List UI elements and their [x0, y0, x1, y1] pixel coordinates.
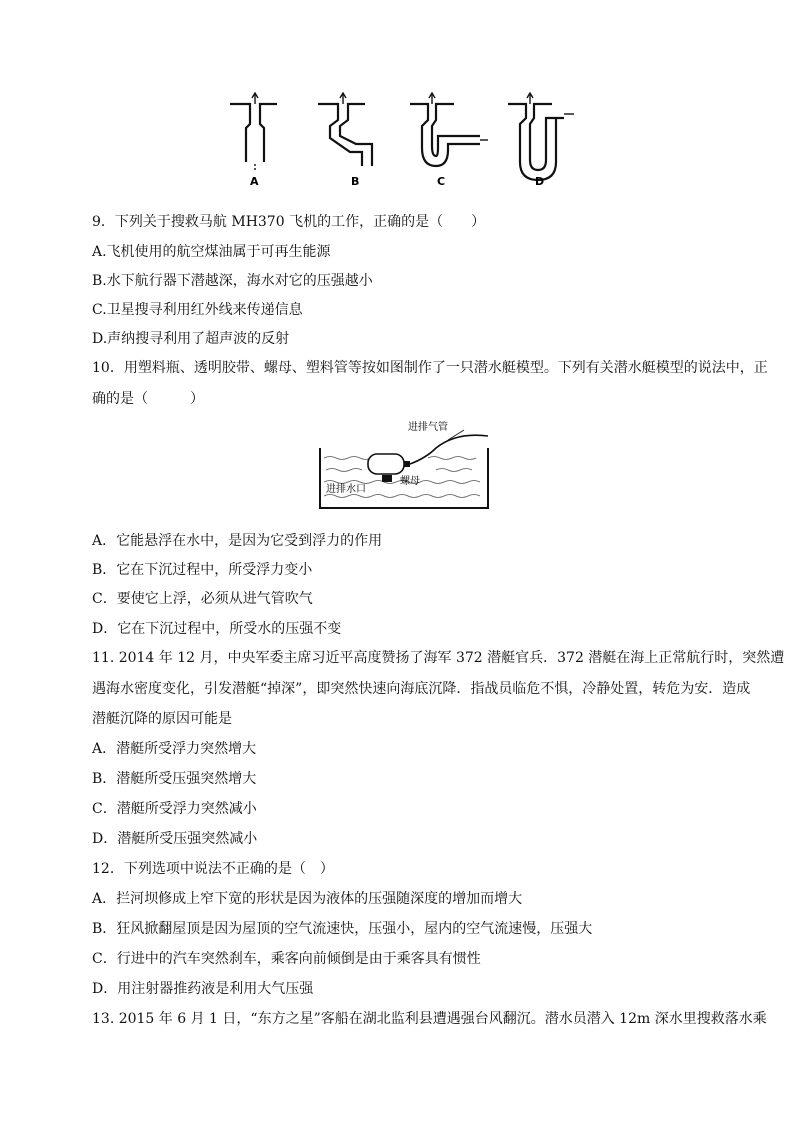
q11-option-a: A．潜艇所受浮力突然增大 — [92, 741, 257, 757]
q12-option-a: A．拦河坝修成上窄下宽的形状是因为液体的压强随深度的增加而增大 — [92, 891, 523, 907]
q9-option-d: D.声纳搜寻利用了超声波的反射 — [92, 331, 290, 347]
q10-option-c: C．要使它上浮，必须从进气管吹气 — [92, 591, 313, 607]
pipe-a-diagram — [230, 93, 277, 172]
q9-stem: 9．下列关于搜救马航 MH370 飞机的工作，正确的是（ ） — [92, 214, 486, 230]
q9-option-a: A.飞机使用的航空煤油属于可再生能源 — [92, 244, 331, 260]
q13-stem-line1: 13. 2015 年 6 月 1 日，“东方之星”客船在湖北监利县遭遇强台风翻沉。潜水员潜入 12m 深水里搜救落水乘 — [92, 1011, 767, 1027]
label-nut: 螺母 — [400, 476, 420, 487]
q10-stem-line2: 确的是（ ） — [92, 391, 204, 407]
pipe-d-diagram — [508, 93, 574, 180]
q10-option-d: D．它在下沉过程中，所受水的压强不变 — [92, 621, 342, 637]
q11-option-c: C．潜艇所受浮力突然减小 — [92, 801, 257, 817]
pipe-diagrams-figure — [222, 92, 592, 194]
q9-option-c: C.卫星搜寻利用红外线来传递信息 — [92, 302, 303, 318]
q9-option-b: B.水下航行器下潜越深，海水对它的压强越小 — [92, 273, 373, 289]
q11-option-d: D．潜艇所受压强突然减小 — [92, 831, 258, 847]
q11-option-b: B．潜艇所受压强突然增大 — [92, 771, 257, 787]
label-air-tube: 进排气管 — [408, 422, 448, 433]
q12-option-d: D．用注射器推药液是利用大气压强 — [92, 981, 314, 997]
q11-stem-line2: 遇海水密度变化，引发潜艇“掉深”，即突然快速向海底沉降．指战员临危不惧，冷静处置，转危为安．造成 — [92, 681, 751, 697]
pipe-label-a: A — [250, 175, 259, 188]
label-water-inlet: 进排水口 — [326, 484, 366, 495]
pipe-b-diagram — [318, 93, 372, 166]
submarine-model-figure — [316, 418, 492, 510]
q12-option-c: C．行进中的汽车突然刹车，乘客向前倾倒是由于乘客具有惯性 — [92, 951, 481, 967]
pipe-label-b: B — [351, 175, 360, 188]
q10-stem-line1: 10．用塑料瓶、透明胶带、螺母、塑料管等按如图制作了一只潜水艇模型。下列有关潜水艇模型的说法中，正 — [92, 360, 768, 376]
pipe-label-d: D — [535, 175, 545, 188]
q10-option-b: B．它在下沉过程中，所受浮力变小 — [92, 562, 313, 578]
q10-option-a: A．它能悬浮在水中，是因为它受到浮力的作用 — [92, 533, 383, 549]
pipe-label-c: C — [437, 175, 446, 188]
q12-stem: 12．下列选项中说法不正确的是（ ） — [92, 861, 334, 877]
q11-stem-line1: 11. 2014 年 12 月，中央军委主席习近平高度赞扬了海军 372 潜艇官兵．372 潜艇在海上正常航行时，突然遭 — [92, 650, 785, 666]
q11-stem-line3: 潜艇沉降的原因可能是 — [92, 711, 232, 727]
pipe-c-diagram — [410, 93, 488, 166]
q12-option-b: B．狂风掀翻屋顶是因为屋顶的空气流速快，压强小，屋内的空气流速慢，压强大 — [92, 921, 593, 937]
